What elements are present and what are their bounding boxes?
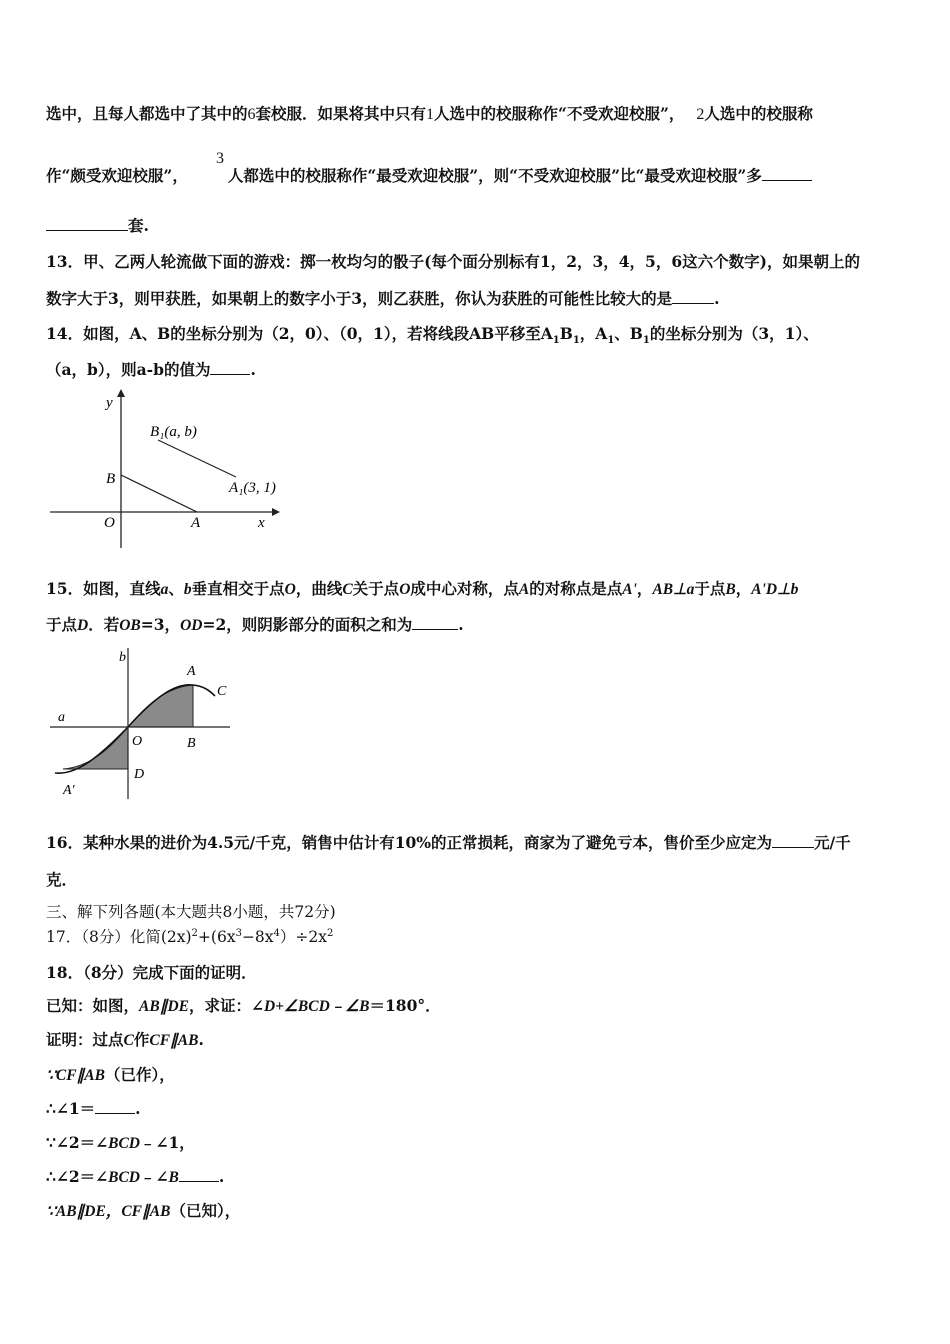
x-label: x [258,515,265,531]
q16-text: 克． [46,870,78,889]
y-axis-arrow [117,389,125,397]
q15-text: 关于点 [352,579,400,598]
q15-text: 成中心对称，点 [410,579,519,598]
q15-var: A'D⊥b [751,581,799,598]
q18-text: ∵∠2＝∠ [46,1133,109,1152]
q18-expr: AB∥DE [139,998,189,1015]
q15-var: C [342,581,353,598]
answer-blank[interactable] [179,1167,219,1182]
q14-text: 的坐标分别为（3，1）、 [649,324,819,343]
q17-line [46,925,333,947]
q13-line-1 [46,250,860,272]
q12-text: 套校服．如果将其中只有 [255,104,427,123]
q15-text: ， [636,579,653,598]
q15-var: O [284,581,296,598]
q15-var: A [518,581,530,598]
q18-text: （已作）， [104,1065,175,1084]
q14-coordinate-figure [40,385,300,555]
axis-a-label: a [58,710,65,725]
q12-line-3 [46,214,149,236]
q15-var: OB [119,617,141,634]
exponent: 4 [273,927,280,939]
q16-line-1 [46,831,851,853]
q12-text: 人都选中的校服称作“最受欢迎校服”，则“不受欢迎校服”比“最受欢迎校服”多 [227,166,762,185]
subscript: 1 [642,335,650,347]
q18-expr: ∵AB∥DE，CF∥AB [46,1203,171,1220]
q18-text: . [135,1099,141,1118]
answer-blank[interactable] [46,216,128,231]
q18-expr: CF∥AB [149,1032,199,1049]
q12-number: 1 [426,106,435,123]
q12-superscript-3: 3 [216,150,224,167]
exponent: 2 [327,927,334,939]
q18-text: . [198,1030,204,1049]
q18-text: ，求证：∠ [188,996,264,1015]
point-D-label: D [134,767,145,782]
q18-proof-intro [46,1028,204,1050]
q18-expr: BCD [108,1169,140,1186]
point-A-label: A [187,664,196,679]
q18-expr: BCD [108,1135,140,1152]
q15-line-1 [46,577,798,599]
q14-line-2 [46,358,256,380]
point-A-label: A [191,515,201,531]
q12-line-1 [46,102,813,124]
q18-text: （已知）， [170,1201,241,1220]
q18-step-4 [46,1165,224,1187]
q18-text: ∴∠1＝ [46,1099,96,1118]
q15-var: AB⊥a [652,581,695,598]
answer-blank[interactable] [762,166,812,181]
q18-known [46,994,441,1016]
q18-step-5 [46,1199,240,1221]
q18-expr: D+∠BCD﹣∠B [263,998,370,1015]
q15-text: ， [735,579,752,598]
q14-text: ，A [579,324,608,343]
answer-blank[interactable] [95,1099,135,1114]
q15-curve-figure [45,643,245,803]
answer-blank[interactable] [412,615,458,630]
q18-step-2 [46,1097,141,1119]
q14-text: 、B [614,324,643,343]
q18-text: 已知：如图， [46,996,140,1015]
q17-text: ）÷2x [279,928,327,946]
q15-text: 于点 [694,579,726,598]
q15-text: 垂直相交于点 [191,579,285,598]
q15-text: 的对称点是点 [529,579,623,598]
q12-number: 6 [247,106,256,123]
segment-A1B1 [158,440,236,477]
q18-step-3 [46,1131,195,1153]
q17-text: +(6x [197,928,236,946]
exponent: 2 [191,927,198,939]
q18-text: 作 [133,1030,150,1049]
q18-text: 证明：过点 [46,1030,124,1049]
subscript: 1 [607,335,615,347]
answer-blank[interactable] [672,289,714,304]
q16-text: 元/千 [814,833,851,852]
q13-text: 数字大于3，则甲获胜，如果朝上的数字小于3，则乙获胜，你认为获胜的可能性比较大的是 [46,289,673,308]
y-label: y [106,395,113,411]
q14-text: 14．如图，A、B的坐标分别为（2，0）、（0，1），若将线段AB平移至A [46,324,553,343]
q18-expr: C [123,1032,134,1049]
q15-var: O [399,581,411,598]
q18-text: ∴∠2＝∠ [46,1167,109,1186]
q17-text: −8x [241,928,274,946]
q12-text: 套. [128,216,149,235]
q15-text: 、 [168,579,184,598]
curve-C-label: C [217,684,227,699]
q18-step-1 [46,1063,175,1085]
q18-expr: B [168,1169,179,1186]
q15-text: =2，则阴影部分的面积之和为 [202,615,413,634]
origin-label: O [104,515,115,531]
q15-line-2 [46,613,464,635]
q16-line-2 [46,868,77,890]
q12-text: 选中，且每人都选中了其中的 [46,104,248,123]
q13-text: . [714,289,720,308]
shaded-region-upper [128,685,193,727]
q18-text: ＝180°． [369,996,441,1015]
q12-number: 2 [696,106,705,123]
q18-text: ﹣∠ [140,1167,169,1186]
exponent: 3 [235,927,242,939]
subscript: 1 [572,335,580,347]
point-B-label: B [187,736,196,751]
q15-text: . [458,615,464,634]
q16-text: 16．某种水果的进价为4.5元/千克，销售中估计有10%的正常损耗，商家为了避免亏本，售价至少应定为 [46,833,772,852]
q15-var: a [160,581,169,598]
q12-text: 人选中的校服称作“不受欢迎校服”， [434,104,685,123]
x-axis-arrow [272,508,280,516]
q14-text: . [250,360,256,379]
q14-line-1 [46,322,819,346]
q12-text: 作“颇受欢迎校服”， [46,166,188,185]
point-A1-label: A₁(3, 1) [229,480,276,496]
q15-var: OD [180,617,203,634]
point-B1-label: B₁(a, b) [150,424,197,440]
q18-text: . [218,1167,225,1186]
q14-text: （a，b），则a-b的值为 [46,360,211,379]
section-3-heading: 三、解下列各题(本大题共8小题，共72分) [46,903,336,921]
segment-AB [121,475,197,512]
q15-var: D [77,617,89,634]
q15-text: ．若 [88,615,120,634]
q15-text: 15．如图，直线 [46,579,161,598]
q12-text: 人选中的校服称 [704,104,813,123]
q15-text: 于点 [46,615,78,634]
q13-text: 13．甲、乙两人轮流做下面的游戏：掷一枚均匀的骰子(每个面分别标有1，2，3，4，5，6这六个数字)，如果朝上的 [46,252,860,271]
q15-var: B [725,581,736,598]
q14-text: B [559,324,573,343]
q18-title: 18．（8分）完成下面的证明． [46,963,257,982]
point-B-label: B [106,471,116,487]
answer-blank[interactable] [210,360,250,375]
point-A-prime-label: A′ [63,783,75,798]
q17-text: 17．（8分）化简(2x) [46,928,192,946]
q12-line-2 [46,164,812,186]
axis-b-label: b [119,650,126,665]
shaded-region-lower [63,727,128,769]
point-O-label: O [132,734,143,749]
q18-text: ﹣∠1， [140,1133,195,1152]
q15-text: ，曲线 [295,579,343,598]
subscript: 1 [552,335,560,347]
q18-expr: ∵CF∥AB [46,1067,105,1084]
q15-var: b [183,581,192,598]
q15-text: =3， [140,615,181,634]
q15-var: A' [622,581,637,598]
q13-line-2 [46,287,719,309]
answer-blank[interactable] [772,833,814,848]
